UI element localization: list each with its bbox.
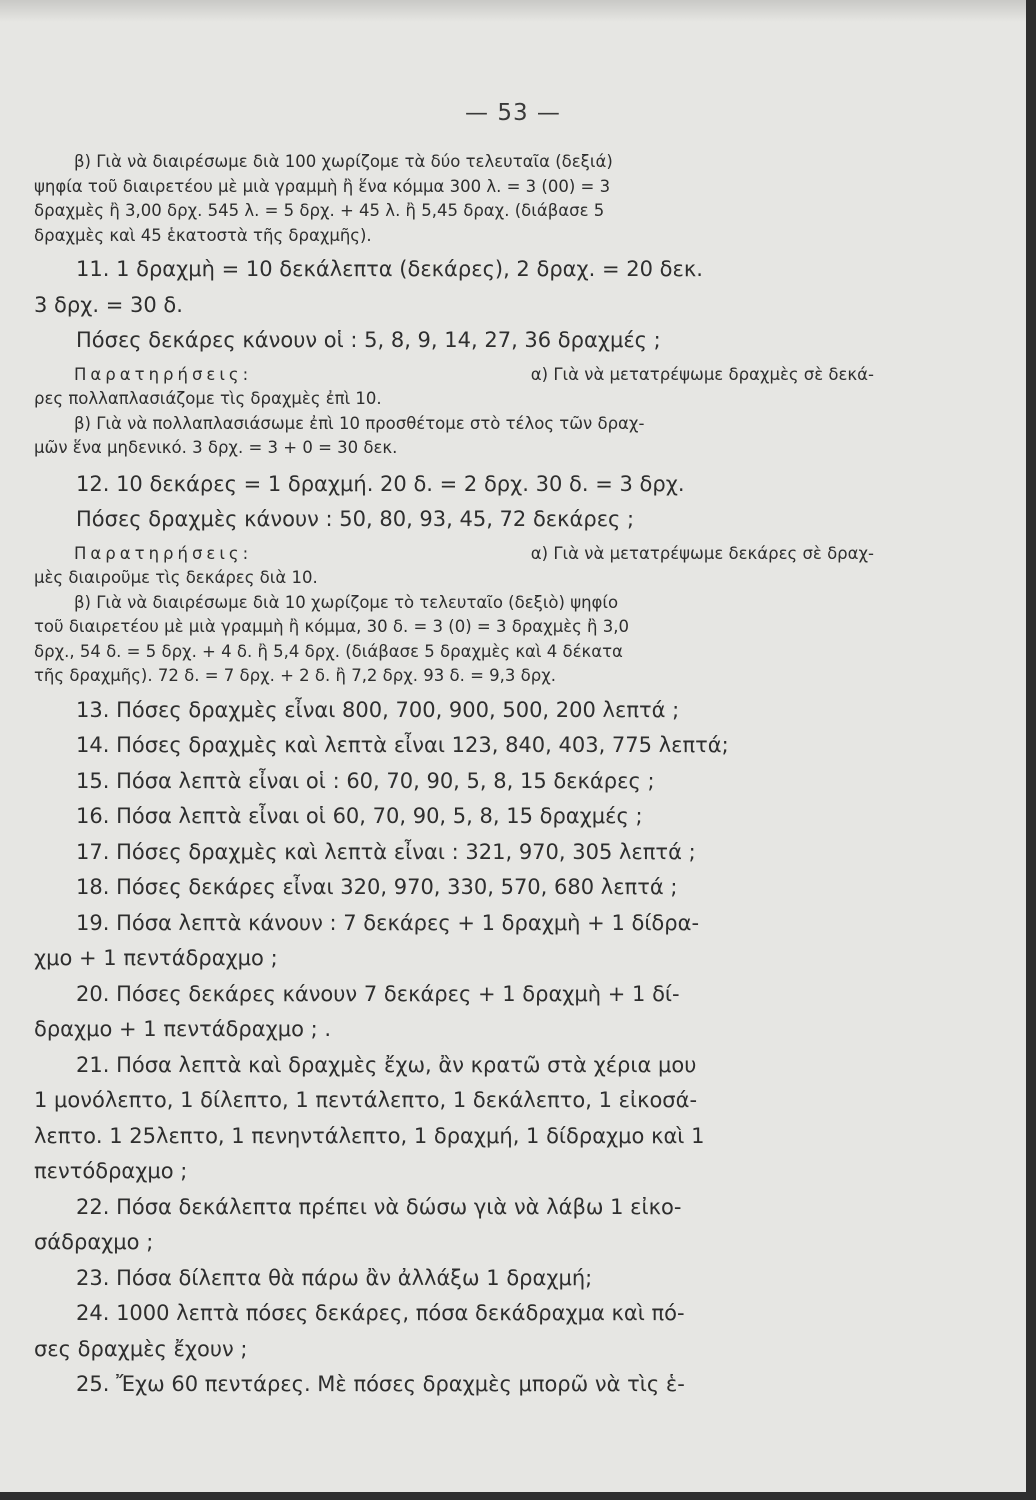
remarks-heading: Παρατηρήσεις:	[74, 543, 253, 563]
line-text: β) Γιὰ νὰ διαιρέσωμε διὰ 10 χωρίζομε τὸ τελευταῖο (δεξιὸ) ψηφίο	[74, 592, 619, 612]
line-text: β) Γιὰ νὰ πολλαπλασιάσωμε ἐπὶ 10 προσθέτομε στὸ τέλος τῶν δραχ-	[74, 413, 645, 433]
text-line	[34, 175, 874, 200]
text-line	[34, 436, 874, 461]
line-text: δρχ., 54 δ. = 5 δρχ. + 4 δ. ἢ 5,4 δρχ. (διάβασε 5 δραχμὲς καὶ 4 δέκατα	[34, 641, 623, 661]
text-line	[34, 252, 874, 288]
line-text: 11. 1 δραχμὴ = 10 δεκάλεπτα (δεκάρες), 2 δραχ. = 20 δεκ.	[76, 257, 703, 281]
line-text: 22. Πόσα δεκάλεπτα πρέπει νὰ δώσω γιὰ νὰ λάβω 1 εἰκο-	[76, 1194, 682, 1219]
line-text: τοῦ διαιρετέου μὲ μιὰ γραμμὴ ἢ κόμμα, 30 δ. = 3 (0) = 3 δραχμὲς ἢ 3,0	[34, 617, 629, 636]
line-text: ρες πολλαπλασιάζομε τὶς δραχμὲς ἐπὶ 10.	[34, 389, 382, 408]
exercise-line	[34, 1225, 874, 1261]
exercise-line	[34, 1083, 874, 1119]
page-number: — 53 —	[465, 100, 561, 126]
text-line	[34, 224, 874, 249]
text-line	[34, 542, 874, 567]
line-text: 18. Πόσες δεκάρες εἶναι 320, 970, 330, 570, 680 λεπτά ;	[76, 875, 678, 899]
line-text: Πόσες δεκάρες κάνουν οἱ : 5, 8, 9, 14, 27, 36 δραχμές ;	[76, 328, 661, 352]
text-line	[34, 323, 874, 359]
line-text: πεντόδραχμο ;	[34, 1159, 188, 1183]
exercise-line	[34, 1367, 874, 1403]
line-text: 25. Ἔχω 60 πεντάρες. Μὲ πόσες δραχμὲς μπορῶ νὰ τὶς ἑ-	[76, 1372, 685, 1396]
text-line	[34, 664, 874, 689]
line-text: 15. Πόσα λεπτὰ εἶναι οἱ : 60, 70, 90, 5, 8, 15 δεκάρες ;	[76, 768, 655, 793]
line-text: χμο + 1 πεντάδραχμο ;	[34, 946, 278, 970]
exercise-line	[34, 693, 874, 729]
exercise-line	[34, 835, 874, 871]
line-text: 19. Πόσα λεπτὰ κάνουν : 7 δεκάρες + 1 δραχμὴ + 1 δίδρα-	[76, 910, 700, 935]
exercise-line	[34, 906, 874, 942]
exercise-line	[34, 941, 874, 977]
line-text: λεπτο. 1 25λεπτο, 1 πενηντάλεπτο, 1 δραχμή, 1 δίδραχμο καὶ 1	[34, 1123, 705, 1148]
text-line	[34, 615, 874, 640]
page-text	[34, 150, 874, 1403]
line-text: 20. Πόσες δεκάρες κάνουν 7 δεκάρες + 1 δραχμὴ + 1 δί-	[76, 981, 680, 1006]
line-text: β) Γιὰ νὰ διαιρέσωμε διὰ 100 χωρίζομε τὰ δύο τελευταῖα (δεξιά)	[74, 152, 613, 171]
line-text: 21. Πόσα λεπτὰ καὶ δραχμὲς ἔχω, ἂν κρατῶ στὰ χέρια μου	[76, 1052, 697, 1077]
text-line	[34, 199, 874, 224]
exercise-line	[34, 1332, 874, 1368]
line-text: 14. Πόσες δραχμὲς καὶ λεπτὰ εἶναι 123, 840, 403, 775 λεπτά;	[76, 733, 729, 757]
line-text: δραχμο + 1 πεντάδραχμο ; .	[34, 1017, 332, 1041]
line-text: μὲς διαιροῦμε τὶς δεκάρες διὰ 10.	[34, 568, 318, 587]
exercise-line	[34, 1012, 874, 1048]
exercise-line	[34, 799, 874, 835]
text-line	[34, 412, 874, 437]
text-line	[34, 591, 874, 616]
line-text: Πόσες δραχμὲς κάνουν : 50, 80, 93, 45, 72 δεκάρες ;	[76, 507, 635, 531]
line-text: δραχμὲς καὶ 45 ἑκατοστὰ τῆς δραχμῆς).	[34, 225, 372, 245]
exercise-line	[34, 870, 874, 906]
exercise-line	[34, 764, 874, 800]
exercise-line	[34, 1154, 874, 1190]
line-text: 17. Πόσες δραχμὲς καὶ λεπτὰ εἶναι : 321, 970, 305 λεπτά ;	[76, 839, 696, 864]
exercise-line	[34, 1261, 874, 1297]
text-line	[34, 640, 874, 665]
line-text: 24. 1000 λεπτὰ πόσες δεκάρες, πόσα δεκάδραχμα καὶ πό-	[76, 1301, 685, 1325]
text-line	[34, 566, 874, 591]
exercise-line	[34, 1119, 874, 1155]
exercise-line	[34, 728, 874, 764]
text-line	[34, 467, 874, 503]
text-line	[34, 387, 874, 412]
line-text: σάδραχμο ;	[34, 1230, 154, 1254]
line-text: ψηφία τοῦ διαιρετέου μὲ μιὰ γραμμὴ ἢ ἕνα κόμμα 300 λ. = 3 (00) = 3	[34, 176, 611, 196]
line-text: 13. Πόσες δραχμὲς εἶναι 800, 700, 900, 500, 200 λεπτά ;	[76, 697, 680, 722]
remarks-heading: Παρατηρήσεις:	[74, 364, 253, 384]
exercise-line	[34, 1296, 874, 1332]
line-text: 1 μονόλεπτο, 1 δίλεπτο, 1 πεντάλεπτο, 1 δεκάλεπτο, 1 εἰκοσά-	[34, 1088, 698, 1112]
line-text: 16. Πόσα λεπτὰ εἶναι οἱ 60, 70, 90, 5, 8, 15 δραχμές ;	[76, 804, 643, 828]
line-text: μῶν ἕνα μηδενικό. 3 δρχ. = 3 + 0 = 30 δεκ.	[34, 438, 398, 457]
line-text: σες δραχμὲς ἔχουν ;	[34, 1336, 248, 1361]
line-text: 12. 10 δεκάρες = 1 δραχμή. 20 δ. = 2 δρχ. 30 δ. = 3 δρχ.	[76, 471, 685, 496]
line-text: τῆς δραχμῆς). 72 δ. = 7 δρχ. + 2 δ. ἢ 7,2 δρχ. 93 δ. = 9,3 δρχ.	[34, 666, 556, 685]
text-line	[34, 288, 874, 324]
text-line	[34, 150, 874, 175]
line-text: 23. Πόσα δίλεπτα θὰ πάρω ἂν ἀλλάξω 1 δραχμή;	[76, 1265, 593, 1290]
text-line	[34, 502, 874, 538]
exercise-line	[34, 1048, 874, 1084]
text-line	[34, 363, 874, 388]
page-shadow	[0, 0, 1026, 22]
exercise-line	[34, 1190, 874, 1226]
exercise-line	[34, 977, 874, 1013]
line-text: α) Γιὰ νὰ μετατρέψωμε δεκάρες σὲ δραχ-	[530, 543, 874, 563]
line-text: 3 δρχ. = 30 δ.	[34, 292, 183, 317]
line-text: δραχμὲς ἢ 3,00 δρχ. 545 λ. = 5 δρχ. + 45 λ. ἢ 5,45 δραχ. (διάβασε 5	[34, 201, 605, 220]
line-text: α) Γιὰ νὰ μετατρέψωμε δραχμὲς σὲ δεκά-	[530, 364, 874, 384]
